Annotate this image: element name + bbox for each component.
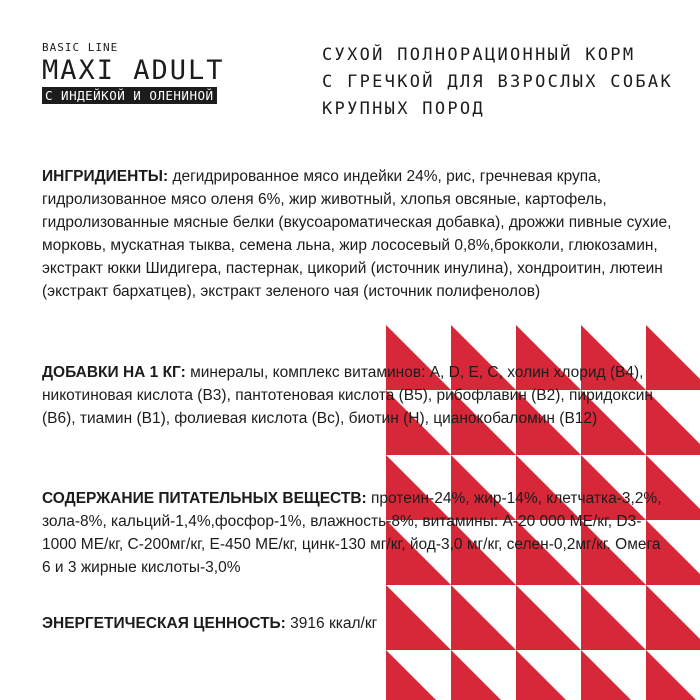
additives-text: минералы, комплекс витаминов: A, D, E, C, холин хлорид (B4), никотиновая кислота (B3), пантотеновая кислота (B5), рибофлавин (B2), пиридоксин (B6), тиамин (B1), фолиевая кислота (Bc), биотин (H), цианокобаломин (B12) [42,364,653,427]
description-line: С ГРЕЧКОЙ ДЛЯ ВЗРОСЛЫХ СОБАК [322,72,673,92]
ingredients-text: дегидрированное мясо индейки 24%, рис, гречневая крупа, гидролизованное мясо оленя 6%, жир животный, хлопья овсяные, картофель, гидролизованные мясные белки (вкусоароматическая добавка), дрожжи пивные сухие, морковь, мускатная тыква, семена льна, жир лососевый 0,8%,брокколи, глюкозамин, экстракт юкки Шидигера, пастернак, цикорий (источник инулина), хондроитин, лютеин (экстракт бархатцев), экстракт зеленого чая (источник полифенолов) [42,168,672,300]
ingredients-label: ИНГРИДИЕНТЫ: [42,168,169,185]
product-name: MAXI ADULT [42,55,225,86]
energy-label: ЭНЕРГЕТИЧЕСКАЯ ЦЕННОСТЬ: [42,615,286,632]
nutrients-label: СОДЕРЖАНИЕ ПИТАТЕЛЬНЫХ ВЕЩЕСТВ: [42,490,367,507]
ingredients-section [42,165,672,303]
brand-block [42,42,282,105]
product-line: BASIC LINE [42,41,119,54]
product-variant-badge: С ИНДЕЙКОЙ И ОЛЕНИНОЙ [42,87,217,104]
additives-label: ДОБАВКИ НА 1 КГ: [42,364,186,381]
nutrients-text: протеин-24%, жир-14%, клетчатка-3,2%, зола-8%, кальций-1,4%,фосфор-1%, влажность-8%, витамины: А-20 000 МЕ/кг, D3-1000 МЕ/кг, С-200мг/кг, Е-450 МЕ/кг, цинк-130 мг/кг, йод-3,0 мг/кг, селен-0,2мг/кг. Омега 6 и 3 жирные кислоты-3,0% [42,490,662,576]
description-line: КРУПНЫХ ПОРОД [322,99,485,119]
description-line: СУХОЙ ПОЛНОРАЦИОННЫЙ КОРМ [322,45,636,65]
additives-section [42,361,672,430]
energy-section [42,612,672,635]
energy-text: 3916 ккал/кг [290,615,378,632]
nutrients-section [42,487,672,579]
product-description [322,42,692,123]
